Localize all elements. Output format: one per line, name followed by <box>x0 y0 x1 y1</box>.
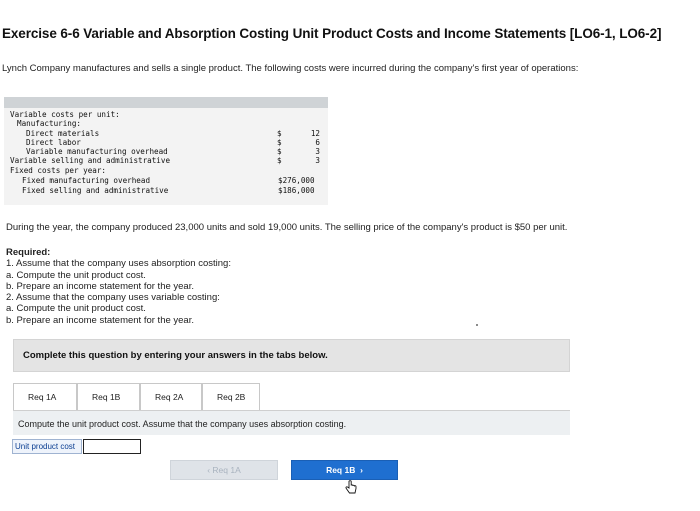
cost-table <box>4 97 328 205</box>
next-req-button[interactable] <box>291 460 398 480</box>
next-req-label: Req 1B <box>326 465 356 475</box>
tab-req-2a[interactable]: Req 2A <box>140 383 202 410</box>
direct-labor-dollar: $ <box>277 138 282 147</box>
variable-selling-admin-label: Variable selling and administrative <box>10 156 171 165</box>
fixed-mfg-overhead-value: $276,000 <box>278 176 315 185</box>
required-item: a. Compute the unit product cost. <box>6 269 146 281</box>
stray-dot <box>476 324 478 326</box>
direct-materials-value: 12 <box>310 129 320 138</box>
prev-req-label: Req 1A <box>212 465 241 475</box>
direct-labor-value: 6 <box>315 138 320 147</box>
unit-product-cost-label: Unit product cost <box>12 439 82 454</box>
exercise-title: Exercise 6-6 Variable and Absorption Costing Unit Product Costs and Income Statements [LO6-1, LO6-2] <box>2 26 662 41</box>
instruction-text: Complete this question by entering your answers in the tabs below. <box>23 350 328 361</box>
required-item: 2. Assume that the company uses variable costing: <box>6 292 220 304</box>
variable-mfg-overhead-label: Variable manufacturing overhead <box>26 147 168 156</box>
required-item: b. Prepare an income statement for the year. <box>6 314 194 326</box>
chevron-left-icon: ‹ <box>207 465 213 475</box>
tab-req-1b[interactable]: Req 1B <box>77 383 140 410</box>
prev-req-button[interactable] <box>170 460 278 480</box>
tab-req-1a[interactable]: Req 1A <box>13 383 77 410</box>
table-header-bar <box>4 97 328 108</box>
chevron-right-icon: › <box>355 465 363 475</box>
required-heading: Required: <box>6 247 51 258</box>
required-section <box>6 247 231 326</box>
manufacturing-header: Manufacturing: <box>17 119 82 128</box>
tab-panel <box>13 410 570 435</box>
variable-costs-header: Variable costs per unit: <box>10 110 120 119</box>
variable-mfg-overhead-value: 3 <box>315 147 320 156</box>
hand-cursor-icon <box>344 480 358 496</box>
fixed-mfg-overhead-label: Fixed manufacturing overhead <box>22 176 151 185</box>
fixed-selling-admin-label: Fixed selling and administrative <box>22 186 169 195</box>
unit-product-cost-input[interactable] <box>83 439 141 454</box>
tab-instruction: Compute the unit product cost. Assume that the company uses absorption costing. <box>18 419 347 429</box>
direct-labor-label: Direct labor <box>26 138 81 147</box>
variable-selling-admin-value: 3 <box>315 156 320 165</box>
tab-req-2b[interactable]: Req 2B <box>202 383 260 410</box>
variable-mfg-overhead-dollar: $ <box>277 147 282 156</box>
required-item: a. Compute the unit product cost. <box>6 303 146 315</box>
variable-selling-admin-dollar: $ <box>277 156 282 165</box>
intro-text: Lynch Company manufactures and sells a single product. The following costs were incurred during the company's first year of operations: <box>2 63 579 74</box>
fixed-selling-admin-value: $186,000 <box>278 186 315 195</box>
instruction-banner <box>13 339 570 372</box>
required-item: b. Prepare an income statement for the year. <box>6 280 194 292</box>
fixed-costs-header: Fixed costs per year: <box>10 166 107 175</box>
required-item: 1. Assume that the company uses absorption costing: <box>6 258 231 270</box>
direct-materials-dollar: $ <box>277 129 282 138</box>
direct-materials-label: Direct materials <box>26 129 100 138</box>
tab-bar <box>13 383 260 410</box>
production-info: During the year, the company produced 23,000 units and sold 19,000 units. The selling price of the company's product is $50 per unit. <box>6 222 568 233</box>
